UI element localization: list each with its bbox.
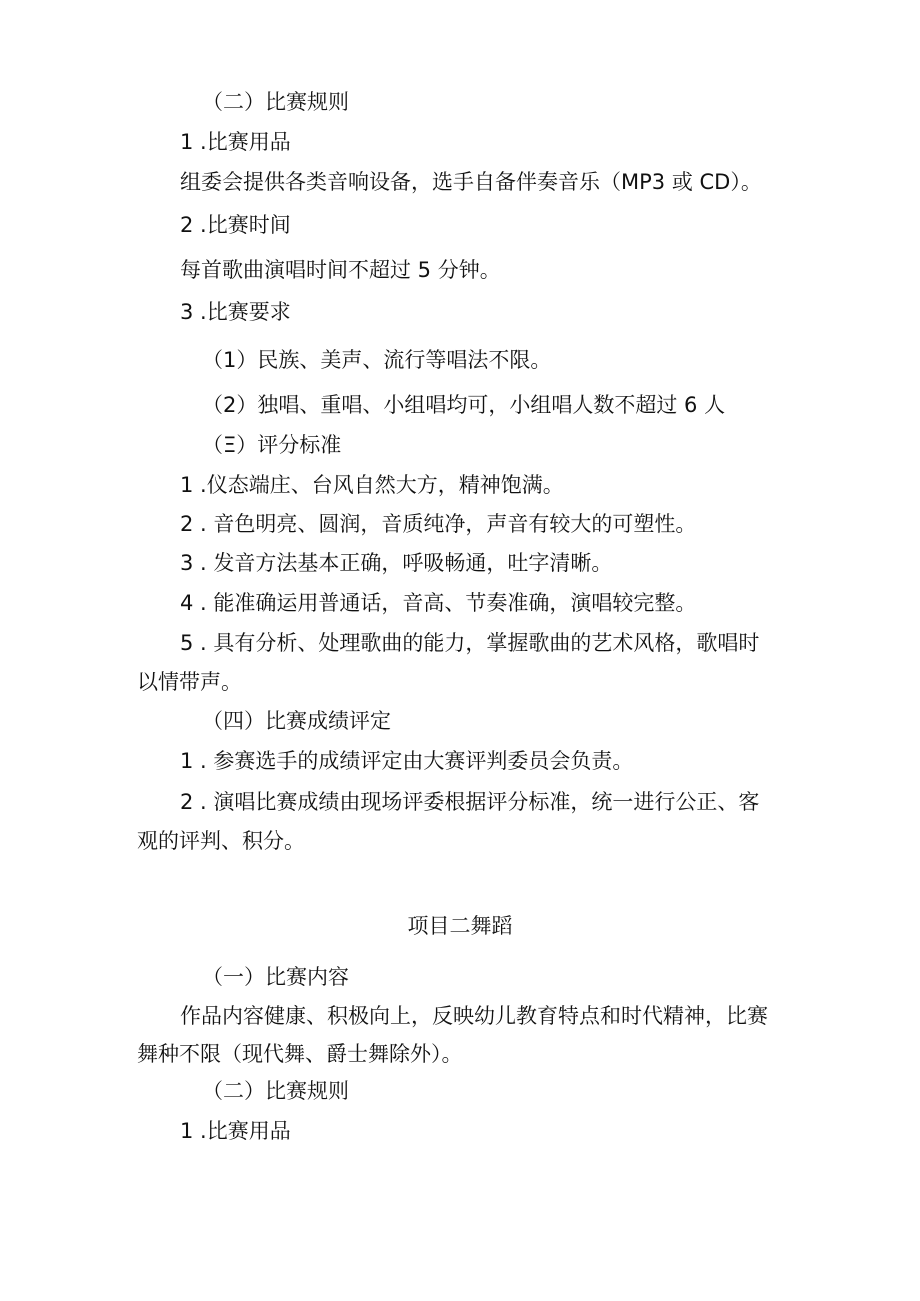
project-title: 项目二舞蹈: [407, 914, 513, 938]
rule-item-title: 3 .比赛要求: [180, 300, 291, 324]
rule-item-title: 2 .比赛时间: [180, 213, 291, 237]
section-heading-scoring: （Ξ）评分标准: [202, 433, 342, 457]
paragraph: 组委会提供各类音响设备，选手自备伴奏音乐（MP3 或 CD）。: [180, 170, 762, 194]
paragraph-continuation: 舞种不限（现代舞、爵士舞除外）。: [137, 1042, 463, 1066]
list-item-continuation: 观的评判、积分。: [137, 829, 305, 853]
list-item-continuation: 以情带声。: [137, 670, 242, 694]
section-heading-content: （一）比赛内容: [202, 965, 349, 989]
section-heading-results: （四）比赛成绩评定: [202, 709, 391, 733]
section-heading-rules: （二）比赛规则: [202, 1079, 349, 1103]
list-item: 2 . 演唱比赛成绩由现场评委根据评分标准，统一进行公正、客: [180, 790, 760, 814]
sub-item: （2）独唱、重唱、小组唱均可，小组唱人数不超过 6 人: [202, 393, 726, 417]
list-item: 1 .仪态端庄、台风自然大方，精神饱满。: [180, 473, 564, 497]
paragraph: 作品内容健康、积极向上，反映幼儿教育特点和时代精神，比赛: [180, 1004, 768, 1028]
list-item: 2 . 音色明亮、圆润，音质纯净，声音有较大的可塑性。: [180, 512, 697, 536]
paragraph: 每首歌曲演唱时间不超过 5 分钟。: [180, 258, 501, 282]
section-heading-rules: （二）比赛规则: [202, 90, 349, 114]
list-item: 3 . 发音方法基本正确，呼吸畅通，吐字清晰。: [180, 551, 613, 575]
list-item: 5 . 具有分析、处理歌曲的能力，掌握歌曲的艺术风格，歌唱时: [180, 631, 760, 655]
list-item: 4 . 能准确运用普通话，音高、节奏准确，演唱较完整。: [180, 591, 697, 615]
rule-item-title: 1 .比赛用品: [180, 1119, 291, 1143]
list-item: 1 . 参赛选手的成绩评定由大赛评判委员会负责。: [180, 749, 634, 773]
sub-item: （1）民族、美声、流行等唱法不限。: [202, 348, 552, 372]
rule-item-title: 1 .比赛用品: [180, 130, 291, 154]
